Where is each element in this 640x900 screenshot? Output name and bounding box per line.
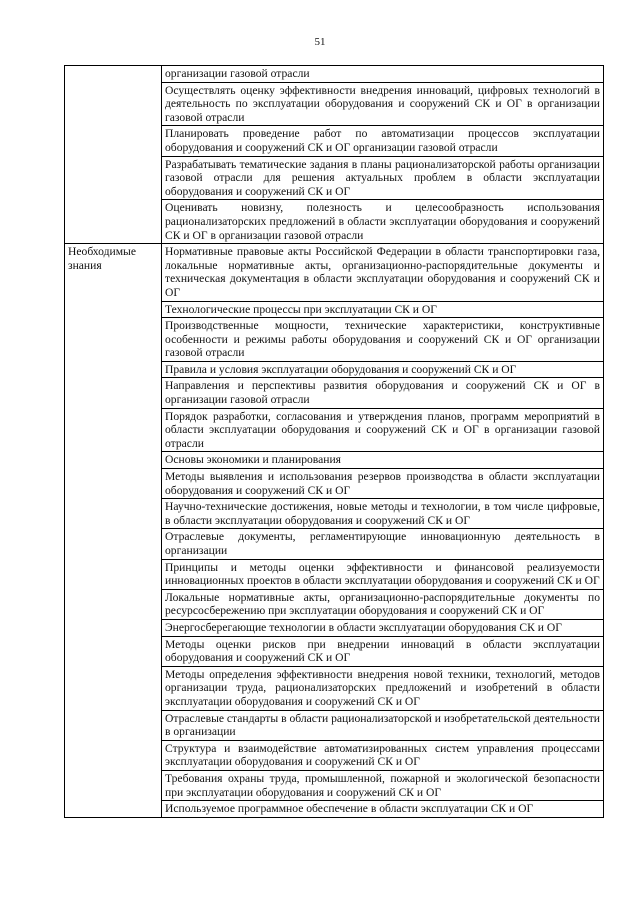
row-description: Отраслевые документы, регламентирующие инновационную деятельность в организации [162, 529, 604, 559]
row-description: Правила и условия эксплуатации оборудования и сооружений СК и ОГ [162, 361, 604, 378]
row-description: Оценивать новизну, полезность и целесообразность использования рационализаторских предложений в области эксплуатации оборудования и сооружений СК и ОГ в организации газовой отрасли [162, 200, 604, 244]
row-description: Направления и перспективы развития оборудования и сооружений СК и ОГ в организации газовой отрасли [162, 378, 604, 408]
row-description: Отраслевые стандарты в области рационализаторской и изобретательской деятельности в организации [162, 710, 604, 740]
table-body [65, 66, 604, 818]
table-row [65, 244, 604, 301]
table-row [65, 66, 604, 83]
row-description: Основы экономики и планирования [162, 452, 604, 469]
section-label [65, 66, 162, 244]
row-description: Разрабатывать тематические задания в планы рационализаторской работы организации газовой отрасли для решения актуальных проблем в области эксплуатации оборудования и сооружений СК и ОГ [162, 156, 604, 200]
row-description: Структура и взаимодействие автоматизированных систем управления процессами эксплуатации оборудования и сооружений СК и ОГ [162, 740, 604, 770]
row-description: Технологические процессы при эксплуатации СК и ОГ [162, 301, 604, 318]
competency-table [64, 65, 604, 818]
section-label: Необходимые знания [65, 244, 162, 818]
row-description: Используемое программное обеспечение в области эксплуатации СК и ОГ [162, 801, 604, 818]
row-description: Требования охраны труда, промышленной, пожарной и экологической безопасности при эксплуатации оборудования и сооружений СК и ОГ [162, 770, 604, 800]
row-description: Производственные мощности, технические характеристики, конструктивные особенности и режимы работы оборудования и сооружений СК и ОГ организации газовой отрасли [162, 318, 604, 362]
row-description: Принципы и методы оценки эффективности и финансовой реализуемости инновационных проектов в области эксплуатации оборудования и сооружений СК и ОГ [162, 559, 604, 589]
row-description: Научно-технические достижения, новые методы и технологии, в том числе цифровые, в области эксплуатации оборудования и сооружений СК и ОГ [162, 499, 604, 529]
row-description: Локальные нормативные акты, организационно-распорядительные документы по ресурсосбережению при эксплуатации оборудования и сооружений СК и ОГ [162, 589, 604, 619]
row-description: Методы определения эффективности внедрения новой техники, технологий, методов организации труда, рационализаторских предложений и изобретений в области эксплуатации оборудования и сооружений СК и ОГ [162, 666, 604, 710]
row-description: Планировать проведение работ по автоматизации процессов эксплуатации оборудования и сооружений СК и ОГ организации газовой отрасли [162, 126, 604, 156]
row-description: Энергосберегающие технологии в области эксплуатации оборудования СК и ОГ [162, 619, 604, 636]
row-description: организации газовой отрасли [162, 66, 604, 83]
row-description: Методы оценки рисков при внедрении инноваций в области эксплуатации оборудования и сооружений СК и ОГ [162, 636, 604, 666]
row-description: Осуществлять оценку эффективности внедрения инноваций, цифровых технологий в деятельность по эксплуатации оборудования и сооружений СК и ОГ в организации газовой отрасли [162, 82, 604, 126]
row-description: Порядок разработки, согласования и утверждения планов, программ мероприятий в области эксплуатации оборудования и сооружений СК и ОГ в организации газовой отрасли [162, 408, 604, 452]
row-description: Методы выявления и использования резервов производства в области эксплуатации оборудования и сооружений СК и ОГ [162, 469, 604, 499]
page-number: 51 [314, 36, 326, 48]
row-description: Нормативные правовые акты Российской Федерации в области транспортировки газа, локальные нормативные акты, организационно-распорядительные документы и техническая документация в области эксплуатации оборудования и сооружений СК и ОГ [162, 244, 604, 301]
